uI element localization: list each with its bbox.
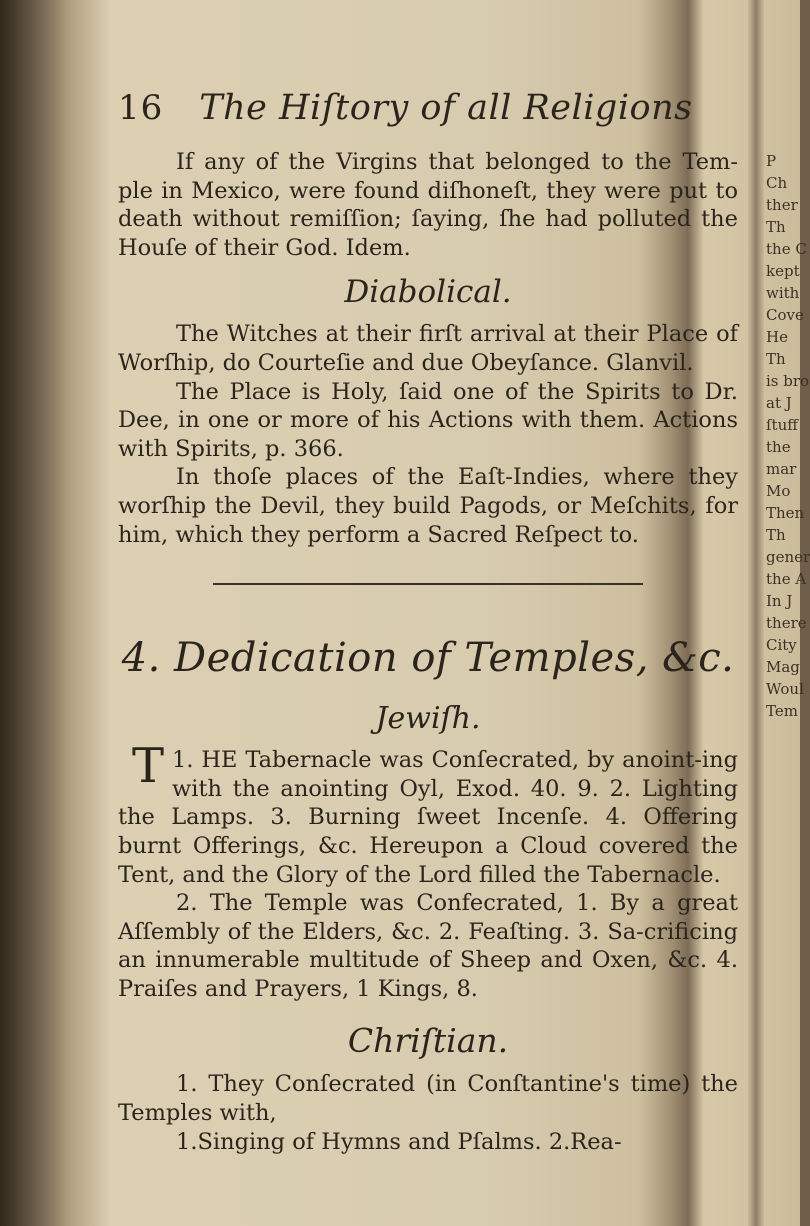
facing-page-fragment: kept: [766, 262, 800, 280]
paragraph-virgins: If any of the Virgins that belonged to the Tem-ple in Mexico, were found diſhoneſt, they were put to death without remiſſion; ſaying, ſhe had polluted the Houſe of their God. Idem.: [118, 149, 738, 261]
facing-page-fragment: at J: [766, 394, 792, 412]
paragraph-tabernacle: [118, 738, 738, 889]
heading-jewish: Jewiſh.: [375, 701, 481, 737]
running-head: [118, 88, 738, 148]
facing-page-fragment: Th: [766, 218, 786, 236]
facing-page-fragments: [766, 150, 810, 1050]
facing-page-fragment: City: [766, 636, 797, 654]
paragraph-hymns: 1.Singing of Hymns and Pſalms. 2.Rea-: [176, 1128, 622, 1155]
paragraph-tabernacle-text: 1. HE Tabernacle was Conſecrated, by anoint-ing with the anointing Oyl, Exod. 40. 9. 2. Lighting the Lamps. 3. Burning ſweet Incenſe. 4. Offering burnt Offerings, &c. Hereupon a Cloud covered the Tent, and the Glory of the Lord filled the Tabernacle.: [118, 747, 738, 888]
facing-page-fragment: gener: [766, 548, 810, 566]
heading-diabolical: Diabolical.: [344, 274, 512, 311]
gutter-shadow: [0, 0, 110, 1226]
facing-page-fragment: ther: [766, 196, 798, 214]
paragraph-east-indies: In thoſe places of the Eaſt-Indies, where they worſhip the Devil, they build Pagods, or Meſchits, for him, which they perform a Sacred Reſpect to.: [118, 464, 738, 548]
facing-page-fragment: there: [766, 614, 807, 632]
facing-page-fragment: P: [766, 152, 777, 170]
facing-page-fragment: the A: [766, 570, 807, 588]
facing-page-fragment: Th: [766, 350, 786, 368]
facing-page-fragment: Woul: [766, 680, 804, 698]
facing-page-fragment: Th: [766, 526, 786, 544]
paragraph-temple: 2. The Temple was Confecrated, 1. By a great Aſſembly of the Elders, &c. 2. Feaſting. 3. Sa-crificing an innumerable multitude of Sheep and Oxen, &c. 4. Praiſes and Prayers, 1 Kings, 8.: [118, 890, 738, 1002]
facing-page-fragment: is bro: [766, 372, 810, 390]
facing-page-fragment: Mag: [766, 658, 800, 676]
facing-page-fragment: Mo: [766, 482, 791, 500]
page-fold: [748, 0, 764, 1226]
page-number: 16: [118, 88, 164, 128]
paragraph-constantine: 1. They Conſecrated (in Conſtantine's time) the Temples with,: [118, 1071, 738, 1127]
paragraph-witches: The Witches at their firſt arrival at their Place of Worſhip, do Courteſie and due Obeyſance. Glanvil.: [118, 321, 738, 376]
section-title: 4. Dedication of Temples, &c.: [121, 635, 735, 682]
facing-page-fragment: In J: [766, 592, 793, 610]
facing-page-fragment: with: [766, 284, 800, 302]
section-rule: [213, 583, 643, 585]
facing-page-fragment: the C: [766, 240, 807, 258]
facing-page-fragment: Cove: [766, 306, 804, 324]
paragraph-dee: The Place is Holy, ſaid one of the Spirits to Dr. Dee, in one or more of his Actions with them. Actions with Spirits, p. 366.: [118, 378, 738, 462]
heading-christian: Chriſtian.: [347, 1021, 509, 1061]
facing-page-fragment: He: [766, 328, 788, 346]
facing-page-fragment: mar: [766, 460, 797, 478]
facing-page-fragment: Then: [766, 504, 805, 522]
facing-page-fragment: the: [766, 438, 791, 456]
facing-page-fragment: Ch: [766, 174, 788, 192]
facing-page-fragment: Tem: [766, 702, 798, 720]
facing-page-fragment: ſtuff: [766, 416, 798, 434]
drop-cap: T: [132, 738, 165, 795]
book-page: [118, 88, 738, 1178]
running-title: The Hiſtory of all Religions: [199, 88, 693, 128]
